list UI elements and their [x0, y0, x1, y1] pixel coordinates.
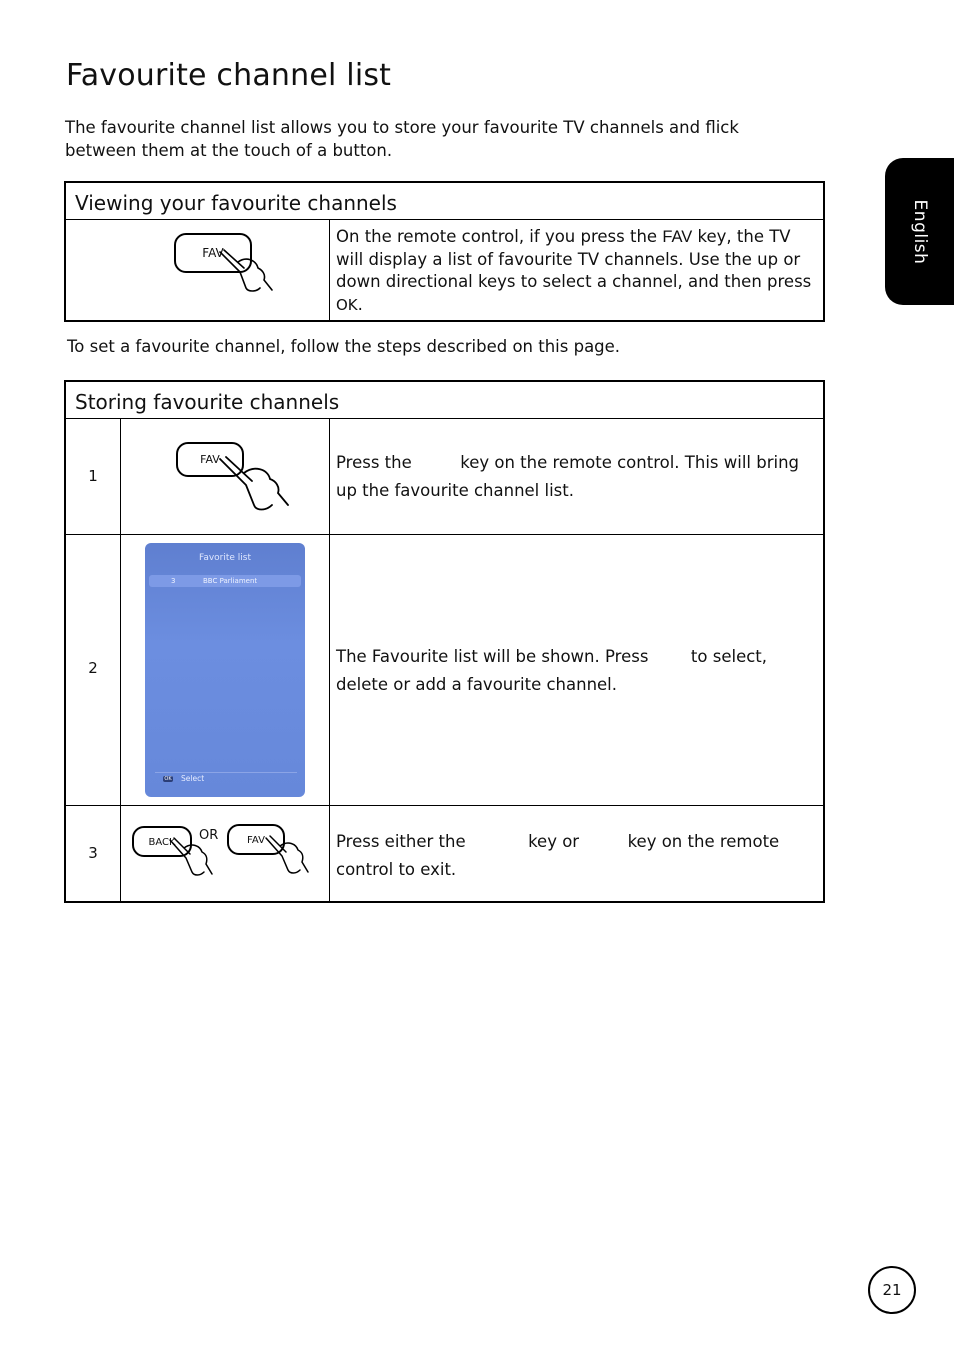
viewing-row — [66, 220, 823, 320]
fav-key-label: FAV — [200, 453, 220, 466]
viewing-divider — [329, 220, 330, 320]
intro-paragraph: The favourite channel list allows you to store your favourite TV channels and flick between them at the touch of a button. — [65, 118, 739, 160]
step-row-2 — [66, 534, 823, 806]
step-row-3 — [66, 805, 823, 902]
viewing-text-ok: OK — [336, 295, 358, 314]
pressing-hand-icon — [216, 248, 276, 296]
screen-ok-key: OK — [164, 776, 172, 782]
step-3-description — [336, 828, 811, 883]
step-3-text-c: key on the remote control to exit. — [336, 832, 780, 879]
viewing-description — [336, 226, 821, 316]
fav-key-label: FAV — [202, 246, 224, 260]
page-number: 21 — [868, 1266, 916, 1314]
setup-note: To set a favourite channel, follow the steps described on this page. — [67, 337, 621, 356]
step-number: 2 — [88, 659, 98, 677]
step-row-1 — [66, 419, 823, 534]
screen-footer — [155, 772, 297, 785]
step-1-text-b: key on the remote control. This will bring up the favourite channel list. — [336, 453, 800, 500]
storing-favourites-box — [64, 380, 825, 903]
screen-select-label: Select — [181, 774, 205, 783]
screen-channel-row — [149, 575, 301, 587]
step-number: 3 — [88, 844, 98, 862]
step-1-description — [336, 449, 811, 504]
step-3-text-b: key or — [522, 832, 585, 851]
fav-key-label: FAV — [247, 835, 265, 846]
or-label: OR — [199, 828, 219, 843]
step-1-text-a: Press the — [336, 453, 417, 472]
language-tab-label: English — [909, 199, 930, 264]
viewing-text-end: . — [357, 294, 363, 314]
page-title: Favourite channel list — [66, 58, 392, 93]
viewing-heading: Viewing your favourite channels — [66, 183, 823, 220]
pressing-hand-icon — [262, 834, 312, 880]
viewing-text-b: key, the TV will display a list of favourite TV channels. Use the up or down directional keys to select a channel, and then press — [336, 227, 812, 291]
back-key-label: BACK — [148, 837, 176, 848]
step-2-text-a: The Favourite list will be shown. Press — [336, 647, 654, 666]
viewing-favourites-box — [64, 181, 825, 322]
screen-channel-name: BBC Parliament — [203, 577, 258, 585]
screen-title: Favorite list — [198, 553, 252, 563]
step-2-description — [336, 643, 811, 698]
step-3-text-a: Press either the — [336, 832, 471, 851]
favourite-list-screenshot — [145, 543, 305, 797]
step-number: 1 — [88, 467, 98, 485]
language-tab — [885, 158, 954, 305]
viewing-text-key: FAV — [662, 228, 693, 246]
screen-channel-number: 3 — [171, 577, 176, 585]
storing-heading: Storing favourite channels — [66, 382, 823, 419]
step-2-text-b: to select, delete or add a favourite channel. — [336, 647, 768, 694]
pressing-hand-icon — [216, 455, 294, 515]
viewing-text-a: On the remote control, if you press the — [336, 227, 663, 246]
